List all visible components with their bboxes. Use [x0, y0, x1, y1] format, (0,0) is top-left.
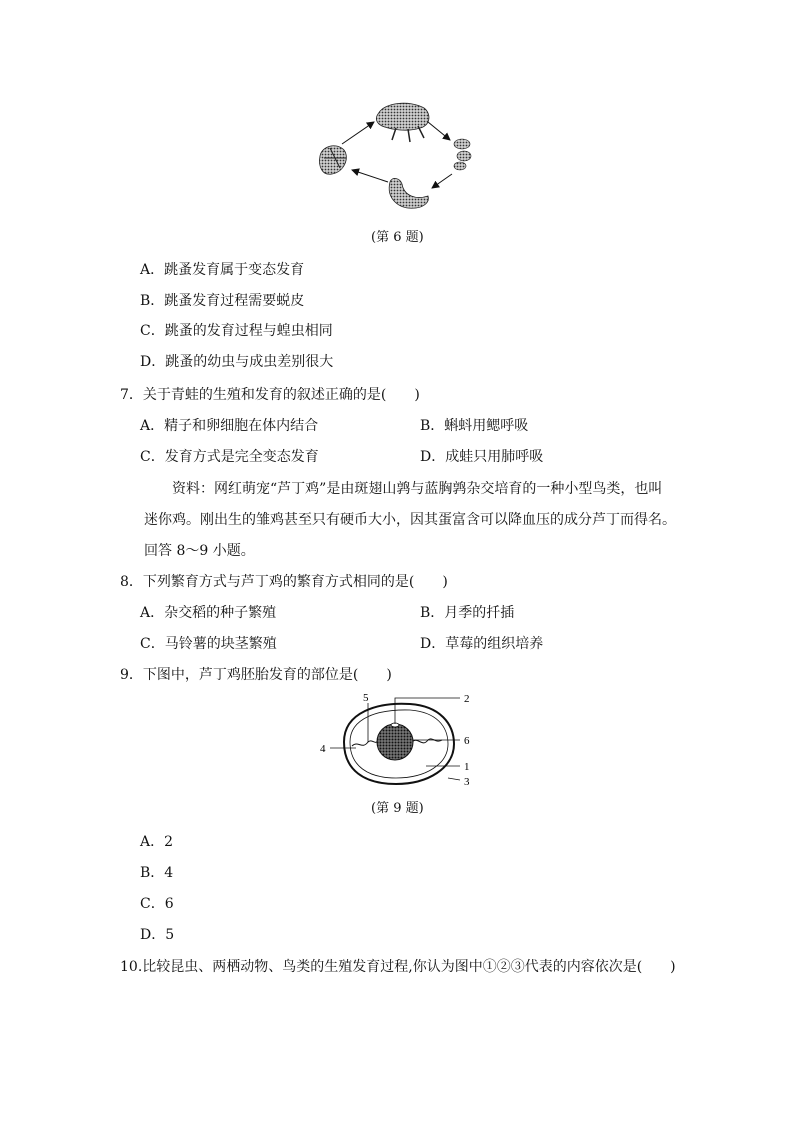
material-line-1: 资料：网红萌宠“芦丁鸡”是由斑翅山鹑与蓝胸鹑杂交培育的一种小型鸟类，也叫 [172, 481, 663, 497]
material-line-2: 迷你鸡。刚出生的雏鸡甚至只有硬币大小，因其蛋富含可以降血压的成分芦丁而得名。 [144, 512, 676, 528]
q7-option-c: C．发育方式是完全变态发育 [140, 449, 319, 465]
q7-stem: 7．关于青蛙的生殖和发育的叙述正确的是( ) [120, 387, 420, 403]
q7-option-b: B．蝌蚪用鳃呼吸 [420, 418, 529, 434]
q7-option-d: D．成蛙只用肺呼吸 [420, 449, 544, 465]
egg-label-5: 5 [363, 692, 369, 704]
figure-6-caption: (第 6 题) [371, 230, 424, 245]
q8-stem: 8．下列繁育方式与芦丁鸡的繁育方式相同的是( ) [120, 574, 448, 590]
q9-option-b: B．4 [140, 865, 174, 881]
flea-larva-image [389, 178, 428, 208]
q8-option-b: B．月季的扦插 [420, 605, 515, 621]
q6-option-c: C．跳蚤的发育过程与蝗虫相同 [140, 323, 333, 339]
flea-eggs-image [454, 139, 471, 170]
q8-option-a: A．杂交稻的种子繁殖 [140, 605, 277, 621]
q9-option-d: D．5 [140, 927, 175, 943]
egg-label-1: 1 [464, 761, 470, 773]
q8-option-c: C．马铃薯的块茎繁殖 [140, 636, 277, 652]
material-line-3: 回答 8～9 小题。 [144, 543, 255, 559]
q9-option-a: A．2 [140, 834, 174, 850]
figure-9-caption: (第 9 题) [371, 801, 424, 816]
q6-option-a: A．跳蚤发育属于变态发育 [140, 262, 305, 278]
q8-option-d: D．草莓的组织培养 [420, 636, 544, 652]
egg-label-6: 6 [464, 735, 470, 747]
q7-option-a: A．精子和卵细胞在体内结合 [140, 418, 319, 434]
q6-option-d: D．跳蚤的幼虫与成虫差别很大 [140, 354, 334, 370]
egg-label-4: 4 [320, 743, 326, 755]
q9-stem: 9．下图中，芦丁鸡胚胎发育的部位是( ) [120, 667, 392, 683]
flea-pupa-image [320, 146, 347, 175]
flea-life-cycle-figure [312, 96, 482, 216]
q10-stem: 10.比较昆虫、两栖动物、鸟类的生殖发育过程,你认为图中①②③代表的内容依次是( ) [120, 959, 676, 975]
egg-label-2: 2 [464, 693, 470, 705]
adult-flea-image [376, 103, 429, 142]
q9-option-c: C．6 [140, 896, 174, 912]
q6-option-b: B．跳蚤发育过程需要蜕皮 [140, 293, 305, 309]
egg-label-3: 3 [464, 776, 470, 788]
egg-structure-figure [316, 690, 480, 794]
